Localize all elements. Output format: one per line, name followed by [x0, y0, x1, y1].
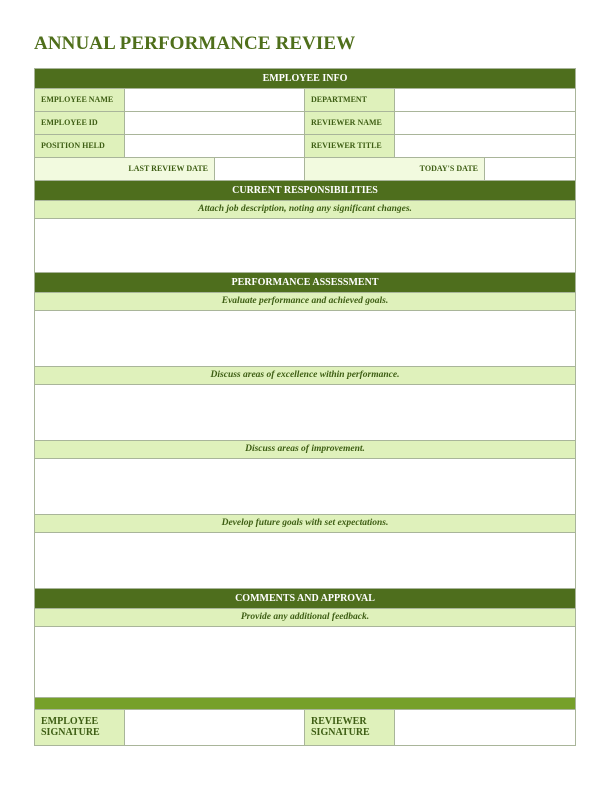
employee-name-label: EMPLOYEE NAME [35, 89, 125, 111]
comments-header: COMMENTS AND APPROVAL [35, 589, 575, 609]
employee-signature-label-line2: SIGNATURE [41, 727, 100, 738]
employee-info-row-3 [35, 135, 575, 158]
employee-id-field[interactable] [125, 112, 305, 134]
assessment-prompt: Discuss areas of improvement. [35, 441, 575, 459]
responsibilities-header: CURRENT RESPONSIBILITIES [35, 181, 575, 201]
page-title: ANNUAL PERFORMANCE REVIEW [34, 33, 356, 54]
employee-info-row-2 [35, 112, 575, 135]
employee-name-field[interactable] [125, 89, 305, 111]
assessment-field-future-goals[interactable] [35, 533, 575, 589]
last-review-date-label: LAST REVIEW DATE [35, 158, 215, 180]
reviewer-title-label: REVIEWER TITLE [305, 135, 395, 157]
reviewer-name-field[interactable] [395, 112, 575, 134]
reviewer-title-field[interactable] [395, 135, 575, 157]
review-form [34, 68, 576, 746]
responsibilities-field[interactable] [35, 219, 575, 273]
assessment-prompt: Discuss areas of excellence within performance. [35, 367, 575, 385]
comments-field[interactable] [35, 627, 575, 698]
assessment-prompt: Evaluate performance and achieved goals. [35, 293, 575, 311]
department-label: DEPARTMENT [305, 89, 395, 111]
employee-info-row-1 [35, 89, 575, 112]
reviewer-signature-label-line1: REVIEWER [311, 716, 367, 727]
employee-info-header: EMPLOYEE INFO [35, 69, 575, 89]
assessment-field-excellence[interactable] [35, 385, 575, 441]
signature-row [35, 710, 575, 745]
comments-instruction: Provide any additional feedback. [35, 609, 575, 627]
assessment-prompt: Develop future goals with set expectations. [35, 515, 575, 533]
employee-signature-field[interactable] [125, 710, 305, 745]
todays-date-field[interactable] [485, 158, 575, 180]
reviewer-signature-label-line2: SIGNATURE [311, 727, 370, 738]
department-field[interactable] [395, 89, 575, 111]
responsibilities-instruction: Attach job description, noting any significant changes. [35, 201, 575, 219]
assessment-field-goals[interactable] [35, 311, 575, 367]
position-held-label: POSITION HELD [35, 135, 125, 157]
employee-signature-label-line1: EMPLOYEE [41, 716, 99, 727]
last-review-date-field[interactable] [215, 158, 305, 180]
employee-info-row-4 [35, 158, 575, 181]
employee-signature-label [35, 710, 125, 745]
assessment-field-improvement[interactable] [35, 459, 575, 515]
todays-date-label: TODAY'S DATE [305, 158, 485, 180]
reviewer-signature-label [305, 710, 395, 745]
reviewer-name-label: REVIEWER NAME [305, 112, 395, 134]
divider-bar [35, 698, 575, 710]
employee-id-label: EMPLOYEE ID [35, 112, 125, 134]
assessment-header: PERFORMANCE ASSESSMENT [35, 273, 575, 293]
reviewer-signature-field[interactable] [395, 710, 575, 745]
position-held-field[interactable] [125, 135, 305, 157]
